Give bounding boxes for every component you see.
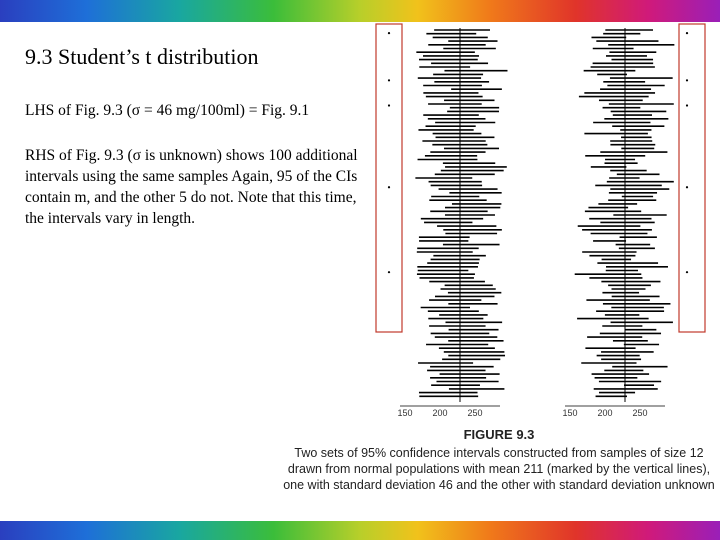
axis-tick-label: 150 — [397, 408, 413, 417]
outlier-marker — [686, 186, 688, 188]
outlier-marker — [388, 79, 390, 81]
outlier-marker — [388, 104, 390, 106]
bottom-gradient-bar — [0, 521, 720, 540]
figure-caption-title: FIGURE 9.3 — [463, 427, 535, 442]
axis-tick-label: 250 — [467, 408, 483, 417]
slide-title: 9.3 Student’s t distribution — [25, 44, 259, 69]
axis-tick-label: 200 — [597, 408, 613, 417]
top-gradient-bar — [0, 0, 720, 22]
axis-tick-label: 150 — [562, 408, 578, 417]
figure-caption-text: Two sets of 95% confidence intervals constructed from samples of size 12 drawn from normal populations with mean 211 (marked by the vertical lines), one with standard deviation 46 and the other with standard deviation unknown — [283, 446, 715, 492]
outlier-box — [376, 24, 402, 332]
axis-tick-label: 200 — [432, 408, 448, 417]
outlier-marker — [686, 271, 688, 273]
outlier-marker — [388, 186, 390, 188]
figure-caption — [278, 427, 720, 493]
outlier-marker — [686, 79, 688, 81]
outlier-marker — [388, 32, 390, 34]
outlier-box — [679, 24, 705, 332]
rhs-description: RHS of Fig. 9.3 (σ is unknown) shows 100 additional intervals using the same samples Again, 95 of the CIs contain m, and the other 5 do not. Note that this time, the intervals vary in length. — [25, 147, 358, 227]
lhs-description: LHS of Fig. 9.3 (σ = 46 mg/100ml) = Fig. 9.1 — [25, 102, 310, 119]
outlier-marker — [686, 32, 688, 34]
right-panel — [562, 24, 705, 417]
outlier-marker — [388, 271, 390, 273]
left-panel — [376, 24, 507, 417]
axis-tick-label: 250 — [632, 408, 648, 417]
confidence-intervals-figure — [370, 22, 710, 417]
outlier-marker — [686, 104, 688, 106]
